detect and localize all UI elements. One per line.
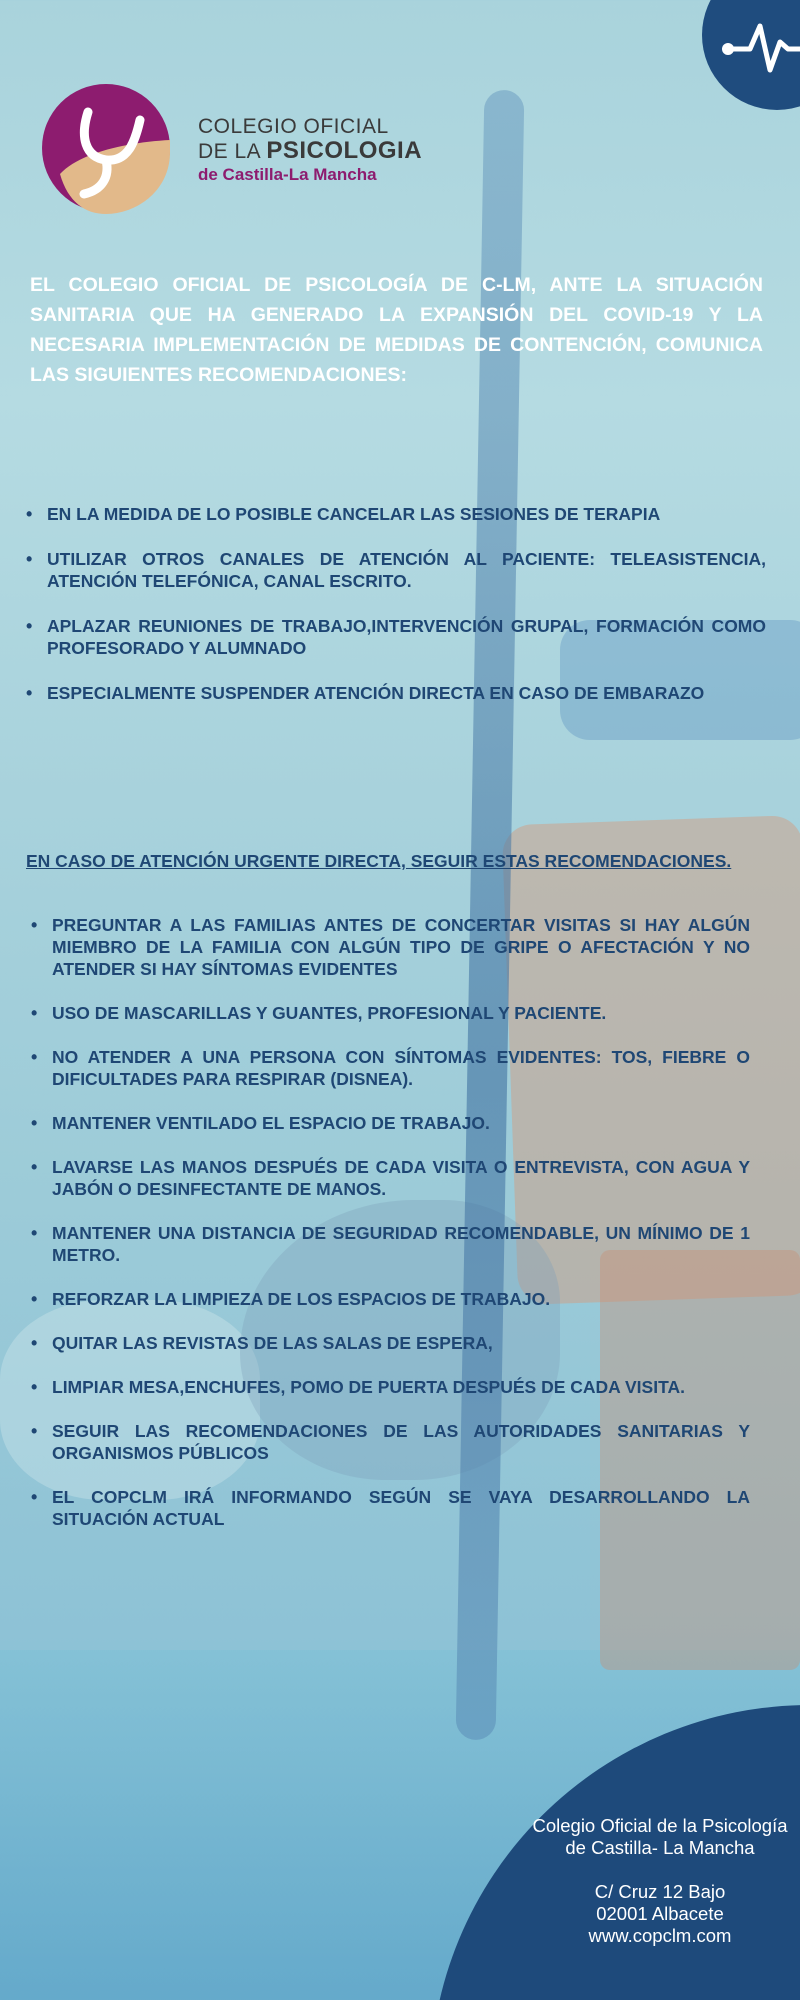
urgent-recommendations-list	[31, 914, 750, 1552]
logo-line-1: COLEGIO OFICIAL	[198, 115, 389, 138]
list-item: • EN LA MEDIDA DE LO POSIBLE CANCELAR LAS SESIONES DE TERAPIA	[26, 503, 766, 525]
list-item: • EL COPCLM IRÁ INFORMANDO SEGÚN SE VAYA DESARROLLANDO LA SITUACIÓN ACTUAL	[31, 1486, 750, 1530]
urgent-heading-end: .	[726, 851, 732, 871]
logo-line-2-prefix: DE LA	[198, 140, 267, 163]
intro-statement: EL COLEGIO OFICIAL DE PSICOLOGÍA DE C-LM, ANTE LA SITUACIÓN SANITARIA QUE HA GENERADO LA EXPANSIÓN DEL COVID-19 Y LA NECESARIA IMPLEMENTACIÓN DE MEDIDAS DE CONTENCIÓN, COMUNICA LAS SIGUIENTES RECOMENDACIONES:	[30, 274, 763, 386]
urgent-heading	[26, 850, 750, 872]
list-item: • REFORZAR LA LIMPIEZA DE LOS ESPACIOS DE TRABAJO.	[31, 1288, 750, 1310]
footer-contact	[500, 1815, 800, 1947]
logo-line-3: de Castilla-La Mancha	[198, 165, 377, 184]
list-item: • UTILIZAR OTROS CANALES DE ATENCIÓN AL PACIENTE: TELEASISTENCIA, ATENCIÓN TELEFÓNICA, CANAL ESCRITO.	[26, 548, 766, 592]
list-item: • APLAZAR REUNIONES DE TRABAJO,INTERVENCIÓN GRUPAL, FORMACIÓN COMO PROFESORADO Y ALUMNADO	[26, 615, 766, 659]
recommendations-list	[26, 503, 766, 727]
footer-org-line-2: de Castilla- La Mancha	[565, 1837, 755, 1858]
list-item: • LAVARSE LAS MANOS DESPUÉS DE CADA VISITA O ENTREVISTA, CON AGUA Y JABÓN O DESINFECTANTE DE MANOS.	[31, 1156, 750, 1200]
list-item: • MANTENER VENTILADO EL ESPACIO DE TRABAJO.	[31, 1112, 750, 1134]
list-item: • ESPECIALMENTE SUSPENDER ATENCIÓN DIRECTA EN CASO DE EMBARAZO	[26, 682, 766, 704]
logo-mark	[40, 82, 172, 214]
urgent-heading-text: EN CASO DE ATENCIÓN URGENTE DIRECTA, SEGUIR ESTAS RECOMENDACIONES	[26, 851, 727, 871]
heartbeat-pulse-icon	[718, 12, 800, 82]
logo-wordmark	[198, 116, 422, 183]
footer-postal: 02001 Albacete	[596, 1903, 724, 1924]
list-item: • QUITAR LAS REVISTAS DE LAS SALAS DE ESPERA,	[31, 1332, 750, 1354]
list-item: • SEGUIR LAS RECOMENDACIONES DE LAS AUTORIDADES SANITARIAS Y ORGANISMOS PÚBLICOS	[31, 1420, 750, 1464]
logo-line-2	[198, 139, 422, 163]
list-item: • NO ATENDER A UNA PERSONA CON SÍNTOMAS EVIDENTES: TOS, FIEBRE O DIFICULTADES PARA RESPIRAR (DISNEA).	[31, 1046, 750, 1090]
list-item: • USO DE MASCARILLAS Y GUANTES, PROFESIONAL Y PACIENTE.	[31, 1002, 750, 1024]
list-item: • MANTENER UNA DISTANCIA DE SEGURIDAD RECOMENDABLE, UN MÍNIMO DE 1 METRO.	[31, 1222, 750, 1266]
list-item: • LIMPIAR MESA,ENCHUFES, POMO DE PUERTA DESPUÉS DE CADA VISITA.	[31, 1376, 750, 1398]
list-item: • PREGUNTAR A LAS FAMILIAS ANTES DE CONCERTAR VISITAS SI HAY ALGÚN MIEMBRO DE LA FAMILIA CON ALGÚN TIPO DE GRIPE O AFECTACIÓN Y NO ATENDER SI HAY SÍNTOMAS EVIDENTES	[31, 914, 750, 980]
footer-org-line-1: Colegio Oficial de la Psicología	[532, 1815, 788, 1836]
footer-gap	[500, 1859, 800, 1881]
logo-line-2-bold: PSICOLOGIA	[266, 137, 423, 164]
footer-address: C/ Cruz 12 Bajo	[594, 1881, 726, 1902]
footer-web-link[interactable]: www.copclm.com	[588, 1925, 732, 1946]
